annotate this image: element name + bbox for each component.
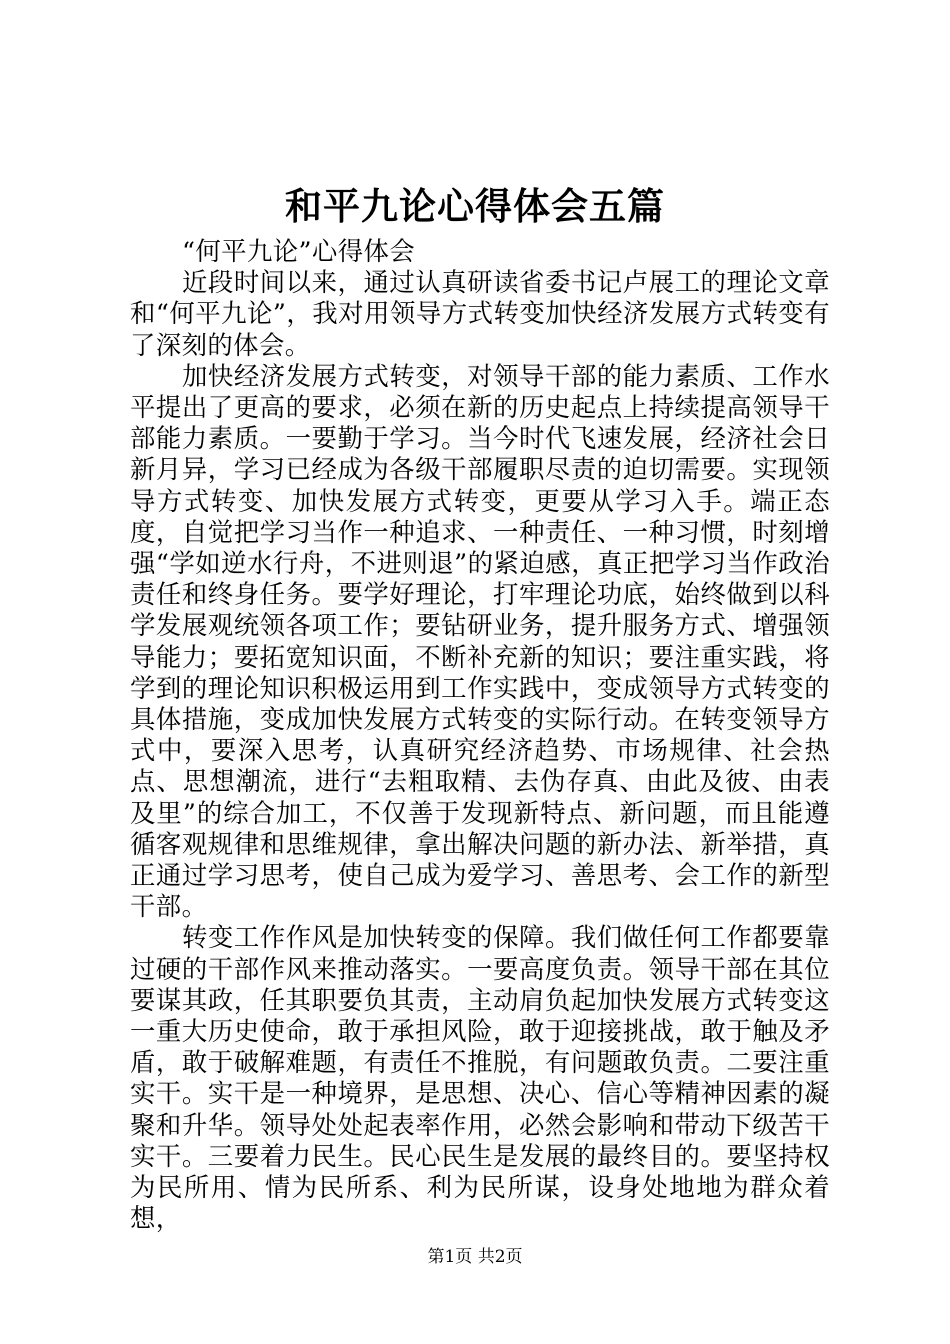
page-footer: 第1页 共2页 (427, 1247, 523, 1267)
document-title: 和平九论心得体会五篇 (285, 185, 665, 228)
paragraph-3: 转变工作作风是加快转变的保障。我们做任何工作都要靠过硬的干部作风来推动落实。一要高度负责。领导干部在其位要谋其政，任其职要负其责，主动肩负起加快发展方式转变这一重大历史使命，敢于承担风险，敢于迎接挑战，敢于触及矛盾，敢于破解难题，有责任不推脱，有问题敢负责。二要注重实干。实干是一种境界，是思想、决心、信心等精神因素的凝聚和升华。领导处处起表率作用，必然会影响和带动下级苦干实干。三要着力民生。民心民生是发展的最终目的。要坚持权为民所用、情为民所系、利为民所谋，设身处地地为群众着想， (130, 922, 830, 1234)
document-body (130, 236, 830, 1235)
paragraph-2: 加快经济发展方式转变，对领导干部的能力素质、工作水平提出了更高的要求，必须在新的历史起点上持续提高领导干部能力素质。一要勤于学习。当今时代飞速发展，经济社会日新月异，学习已经成为各级干部履职尽责的迫切需要。实现领导方式转变、加快发展方式转变，更要从学习入手。端正态度，自觉把学习当作一种追求、一种责任、一种习惯，时刻增强“学如逆水行舟，不进则退”的紧迫感，真正把学习当作政治责任和终身任务。要学好理论，打牢理论功底，始终做到以科学发展观统领各项工作；要钻研业务，提升服务方式、增强领导能力；要拓宽知识面，不断补充新的知识；要注重实践，将学到的理论知识积极运用到工作实践中，变成领导方式转变的具体措施，变成加快发展方式转变的实际行动。在转变领导方式中，要深入思考，认真研究经济趋势、市场规律、社会热点、思想潮流，进行“去粗取精、去伪存真、由此及彼、由表及里”的综合加工，不仅善于发现新特点、新问题，而且能遵循客观规律和思维规律，拿出解决问题的新办法、新举措，真正通过学习思考，使自己成为爱学习、善思考、会工作的新型干部。 (130, 360, 830, 922)
section-heading: “何平九论”心得体会 (182, 236, 416, 266)
paragraph-1: 近段时间以来，通过认真研读省委书记卢展工的理论文章和“何平九论”，我对用领导方式转变加快经济发展方式转变有了深刻的体会。 (130, 267, 830, 360)
